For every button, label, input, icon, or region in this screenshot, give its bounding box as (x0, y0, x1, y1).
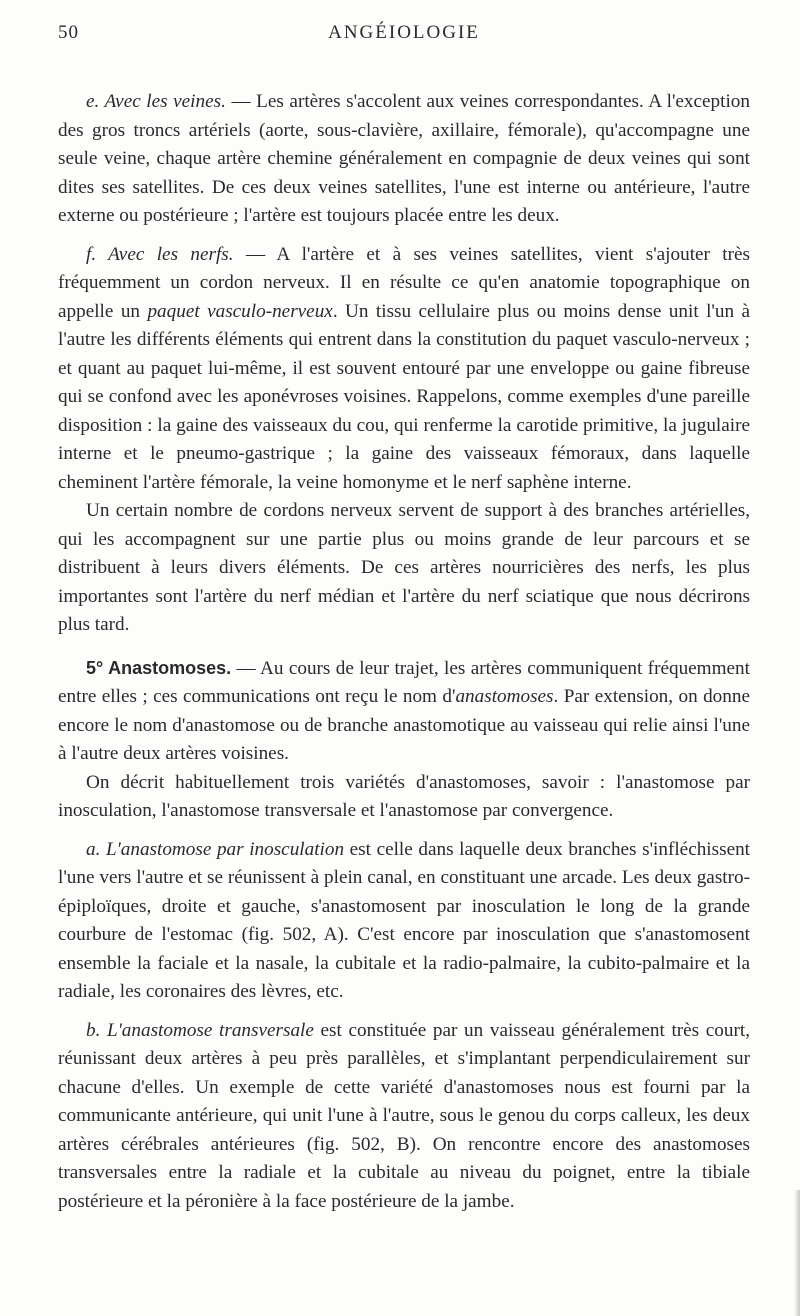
page-edge-shadow (794, 1190, 800, 1316)
paragraph-text: Un certain nombre de cordons nerveux servent de support à des branches artérielles, qui les accompagnent sur une partie plus ou moins grande de leur parcours et se distribuent à leurs divers éléments. De ces artères nourricières des nerfs, les plus importantes sont l'artère du nerf médian et l'artère du nerf sciatique que nous décrirons plus tard. (58, 500, 750, 635)
emphasis-term: anastomoses (455, 686, 554, 707)
paragraph-lead: b. L'anastomose transversale (86, 1019, 314, 1041)
body-text (58, 88, 750, 1216)
paragraph-b-transversale (58, 1017, 750, 1217)
running-title: ANGÉIOLOGIE (328, 22, 480, 43)
paragraph-text: . Un tissu cellulaire plus ou moins dense unit l'un à l'autre les différents éléments qui entrent dans la constitution du paquet vasculo-nerveux ; et quant au paquet lui-même, il est souvent entouré par une enveloppe ou gaine fibreuse qui se confond avec les aponévroses voisines. Rappelons, comme exemples d'une pareille disposition : la gaine des vaisseaux du cou, qui renferme la carotide primitive, la jugulaire interne et le pneumo-gastrique ; la gaine des vaisseaux fémoraux, dans laquelle cheminent l'artère fémorale, la veine homonyme et le nerf saphène interne. (58, 300, 750, 493)
paragraph-e-veins (58, 88, 750, 231)
paragraph-f-nerves (58, 241, 750, 498)
paragraph-lead: e. Avec les veines. (86, 91, 226, 112)
paragraph-anastomoses (58, 654, 750, 769)
paragraph-text: — A l'artère et à ses veines satellites, vient s'ajouter très fréquemment un cordon nerveux. Il en résulte ce qu'en anatomie topographique on appelle un (58, 243, 750, 322)
paragraph-text: est celle dans laquelle deux branches s'infléchissent l'une vers l'autre et se réunissent à plein canal, en constituant une arcade. Les deux gastro-épiploïques, droite et gauche, s'anastomosent par inosculation le long de la grande courbure de l'estomac (fig. 502, A). C'est encore par inosculation que s'anastomosent ensemble la faciale et la nasale, la cubitale et la radio-palmaire, la cubito-palmaire et la radiale, les coronaires des lèvres, etc. (58, 838, 751, 1002)
paragraph-text: — Les artères s'accolent aux veines correspondantes. A l'exception des gros troncs artériels (aorte, sous-clavière, axillaire, fémorale), qu'accompagne une seule veine, chaque artère chemine généralement en compagnie de deux veines qui sont dites ses satellites. De ces deux veines satellites, l'une est interne ou antérieure, l'autre externe ou postérieure ; l'artère est toujours placée entre les deux. (58, 91, 750, 226)
paragraph-text: — Au cours de leur trajet, les artères communiquent fréquemment entre elles ; ces communications ont reçu le nom d' (58, 657, 750, 707)
emphasis-term: paquet vasculo-nerveux (147, 300, 333, 322)
paragraph-a-inosculation (58, 836, 750, 1007)
page-number: 50 (58, 22, 79, 43)
paragraph-text: est constituée par un vaisseau généralement très court, réunissant deux artères à peu près parallèles, et s'implantant perpendiculairement sur chacune d'elles. Un exemple de cette variété d'anastomoses nous est fourni par la communicante antérieure, qui unit l'une à l'autre, sous le genou du corps calleux, les deux artères cérébrales antérieures (fig. 502, B). On rencontre encore des anastomoses transversales entre la radiale et la cubitale au niveau du poignet, entre la tibiale postérieure et la péronière à la face postérieure de la jambe. (58, 1019, 751, 1212)
paragraph-text: On décrit habituellement trois variétés d'anastomoses, savoir : l'anastomose par inosculation, l'anastomose transversale et l'anastomose par convergence. (58, 771, 750, 821)
page-header (58, 22, 750, 48)
paragraph-lead: f. Avec les nerfs. (86, 243, 234, 265)
paragraph-nerve-arteries (58, 497, 750, 640)
paragraph-lead: a. L'anastomose par inosculation (86, 838, 345, 860)
section-heading: 5° Anastomoses. (86, 657, 232, 678)
paragraph-text: . Par extension, on donne encore le nom d'anastomose ou de branche anastomotique au vaisseau qui relie ainsi l'une à l'autre deux artères voisines. (58, 686, 750, 764)
paragraph-varieties (58, 769, 750, 826)
